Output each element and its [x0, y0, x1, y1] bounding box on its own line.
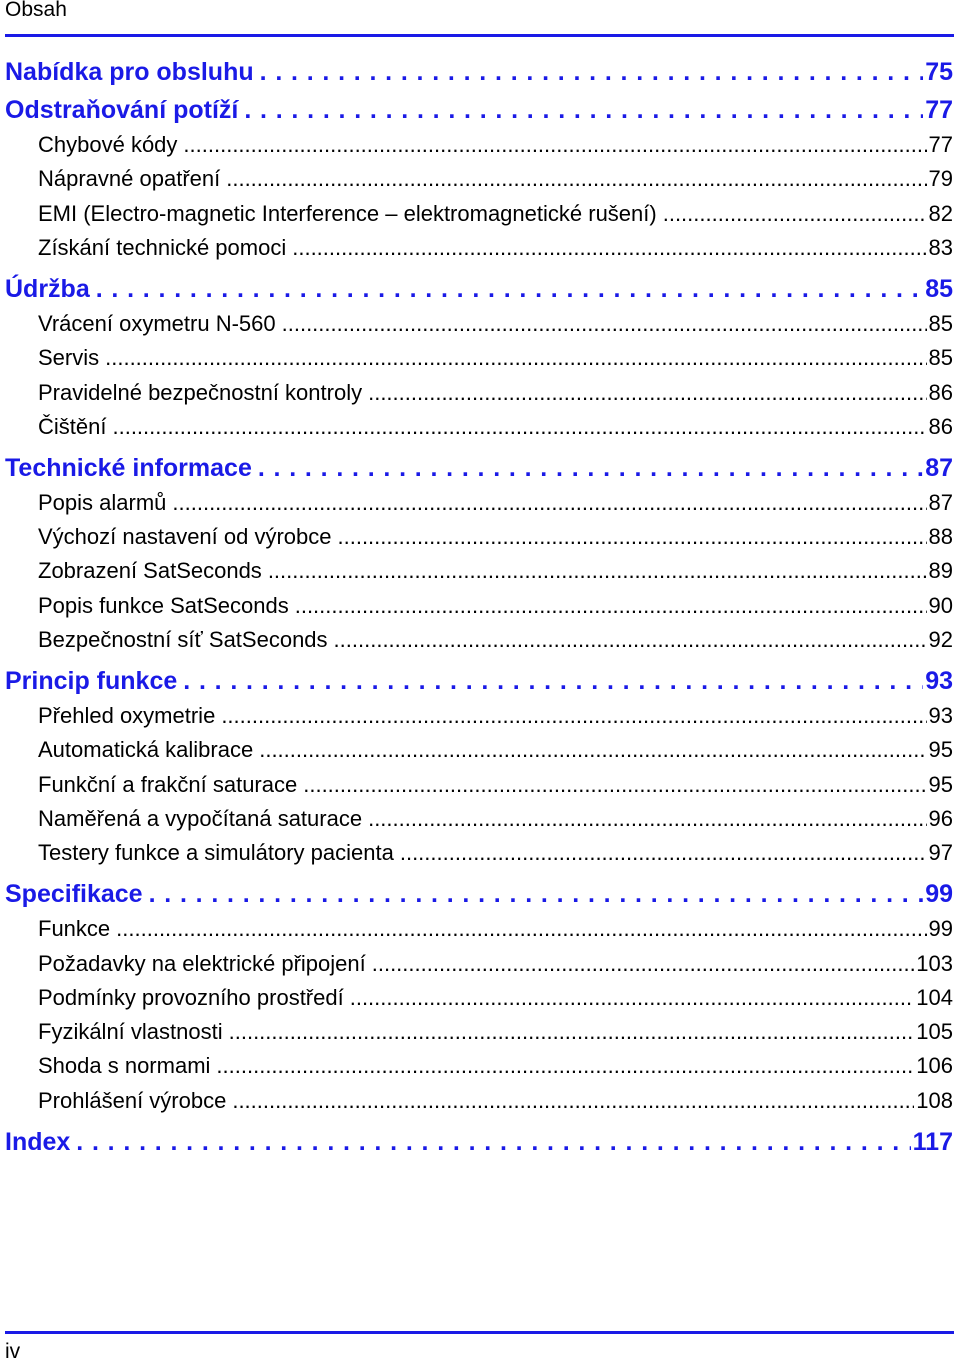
toc-entry-page: 89 [928, 558, 953, 584]
toc-section-entry[interactable] [38, 623, 953, 657]
toc-entry-page: 117 [912, 1127, 953, 1156]
dot-leader [183, 128, 926, 162]
toc-entry-page: 95 [928, 737, 953, 763]
dot-leader [76, 1122, 910, 1162]
toc-entry-title: Bezpečnostní síť SatSeconds [38, 627, 328, 652]
toc-section-entry[interactable] [38, 733, 953, 767]
toc-entry-page: 96 [928, 805, 953, 831]
dot-leader [116, 912, 926, 946]
toc-section-entry[interactable] [38, 128, 953, 162]
dot-leader [105, 341, 926, 375]
toc-entry-page: 75 [925, 58, 953, 86]
toc-chapter-entry[interactable] [5, 52, 953, 92]
dot-leader [368, 802, 926, 836]
toc-entry-page: 85 [928, 345, 953, 371]
toc-section-entry[interactable] [38, 376, 953, 410]
dot-leader [350, 981, 915, 1015]
toc-entry-page: 87 [925, 453, 953, 482]
dot-leader [400, 836, 927, 870]
dot-leader [229, 1015, 915, 1049]
toc-entry-page: 99 [925, 880, 953, 909]
dot-leader [172, 486, 926, 520]
toc-chapter-entry[interactable] [5, 1122, 953, 1162]
toc-entry-page: 85 [925, 274, 953, 303]
toc-entry-title: Zobrazení SatSeconds [38, 558, 262, 584]
toc-entry-page: 77 [928, 132, 953, 157]
toc-entry-title: Nápravné opatření [38, 166, 221, 192]
toc-entry-page: 82 [928, 200, 953, 226]
toc-entry-page: 97 [928, 840, 953, 866]
toc-entry-page: 86 [928, 379, 953, 405]
toc-section-entry[interactable] [38, 699, 953, 733]
toc-entry-title: Automatická kalibrace [38, 737, 254, 763]
toc-section-entry[interactable] [38, 486, 953, 520]
dot-leader [303, 768, 926, 802]
dot-leader [149, 874, 924, 914]
toc-entry-title: Prohlášení výrobce [38, 1087, 227, 1113]
toc-entry-page: 108 [916, 1087, 953, 1113]
toc-chapter-entry[interactable] [5, 448, 953, 488]
toc-entry-title: Přehled oxymetrie [38, 703, 216, 728]
dot-leader [232, 1084, 914, 1118]
toc-entry-page: 104 [916, 984, 953, 1010]
toc-section-entry[interactable] [38, 197, 953, 231]
dot-leader [334, 623, 927, 657]
toc-entry-title: Technické informace [5, 453, 252, 482]
toc-section-entry[interactable] [38, 768, 953, 802]
toc-entry-page: 86 [928, 413, 953, 439]
toc-entry-title: Funkční a frakční saturace [38, 771, 298, 797]
toc-section-entry[interactable] [38, 341, 953, 375]
toc-entry-title: Výchozí nastavení od výrobce [38, 524, 332, 550]
dot-leader [183, 661, 923, 701]
dot-leader [112, 410, 926, 444]
toc-entry-title: Specifikace [5, 880, 143, 909]
toc-section-entry[interactable] [38, 520, 953, 554]
toc-section-entry[interactable] [38, 836, 953, 870]
toc-entry-page: 92 [928, 627, 953, 652]
dot-leader [338, 520, 927, 554]
dot-leader [244, 90, 923, 130]
toc-section-entry[interactable] [38, 802, 953, 836]
toc-entry-page: 103 [916, 950, 953, 976]
toc-entry-page: 106 [916, 1053, 953, 1079]
dot-leader [260, 52, 924, 92]
toc-entry-page: 88 [928, 524, 953, 550]
toc-entry-title: Podmínky provozního prostředí [38, 984, 344, 1010]
toc-entry-page: 79 [928, 166, 953, 192]
toc-entry-title: Pravidelné bezpečnostní kontroly [38, 379, 363, 405]
dot-leader [259, 733, 926, 767]
toc-section-entry[interactable] [38, 1084, 953, 1118]
toc-chapter-entry[interactable] [5, 90, 953, 130]
toc-entry-title: Chybové kódy [38, 132, 178, 157]
toc-section-entry[interactable] [38, 947, 953, 981]
toc-entry-title: Nabídka pro obsluhu [5, 58, 254, 86]
toc-entry-title: Odstraňování potíží [5, 96, 239, 124]
toc-entry-page: 105 [916, 1019, 953, 1045]
dot-leader [221, 699, 926, 733]
toc-section-entry[interactable] [38, 410, 953, 444]
dot-leader [226, 162, 926, 196]
page-number: iv [5, 1340, 21, 1363]
toc-entry-title: Naměřená a vypočítaná saturace [38, 805, 363, 831]
toc-entry-title: Funkce [38, 916, 111, 942]
toc-entry-title: Popis alarmů [38, 489, 167, 515]
dot-leader [96, 269, 923, 309]
toc-entry-title: EMI (Electro-magnetic Interference – elektromagnetické rušení) [38, 200, 657, 226]
toc-section-entry[interactable] [38, 1049, 953, 1083]
toc-entry-page: 93 [925, 667, 953, 695]
toc-entry-title: Požadavky na elektrické připojení [38, 950, 366, 976]
toc-section-entry[interactable] [38, 554, 953, 588]
toc-entry-title: Shoda s normami [38, 1053, 211, 1079]
toc-entry-page: 95 [928, 771, 953, 797]
toc-entry-title: Vrácení oxymetru N-560 [38, 310, 276, 336]
toc-entry-page: 90 [928, 592, 953, 618]
toc-entry-title: Servis [38, 345, 100, 371]
toc-entry-title: Čištění [38, 413, 107, 439]
dot-leader [295, 589, 927, 623]
running-head: Obsah [5, 0, 67, 21]
toc-section-entry[interactable] [38, 162, 953, 196]
toc-entry-title: Index [5, 1127, 71, 1156]
toc-entry-page: 87 [928, 489, 953, 515]
toc-entry-title: Princip funkce [5, 667, 178, 695]
dot-leader [372, 947, 915, 981]
toc-section-entry[interactable] [38, 231, 953, 265]
toc-entry-page: 77 [925, 96, 953, 124]
dot-leader [258, 448, 923, 488]
dot-leader [216, 1049, 914, 1083]
dot-leader [663, 197, 927, 231]
toc-section-entry[interactable] [38, 1015, 953, 1049]
toc-chapter-entry[interactable] [5, 661, 953, 701]
toc-entry-page: 83 [928, 234, 953, 260]
toc-entry-title: Popis funkce SatSeconds [38, 592, 289, 618]
toc-entry-page: 93 [928, 703, 953, 728]
toc-chapter-entry[interactable] [5, 874, 953, 914]
header-rule [5, 34, 954, 37]
toc-section-entry[interactable] [38, 589, 953, 623]
dot-leader [368, 376, 926, 410]
toc-chapter-entry[interactable] [5, 269, 953, 309]
toc-entry-page: 99 [928, 916, 953, 942]
dot-leader [292, 231, 926, 265]
footer-rule [5, 1331, 954, 1334]
dot-leader [268, 554, 927, 588]
toc-entry-page: 85 [928, 310, 953, 336]
toc-entry-title: Získání technické pomoci [38, 234, 287, 260]
toc-section-entry[interactable] [38, 981, 953, 1015]
toc-entry-title: Fyzikální vlastnosti [38, 1019, 223, 1045]
toc-entry-title: Testery funkce a simulátory pacienta [38, 840, 394, 866]
toc-section-entry[interactable] [38, 912, 953, 946]
toc-entry-title: Údržba [5, 274, 90, 303]
toc-section-entry[interactable] [38, 307, 953, 341]
dot-leader [282, 307, 927, 341]
